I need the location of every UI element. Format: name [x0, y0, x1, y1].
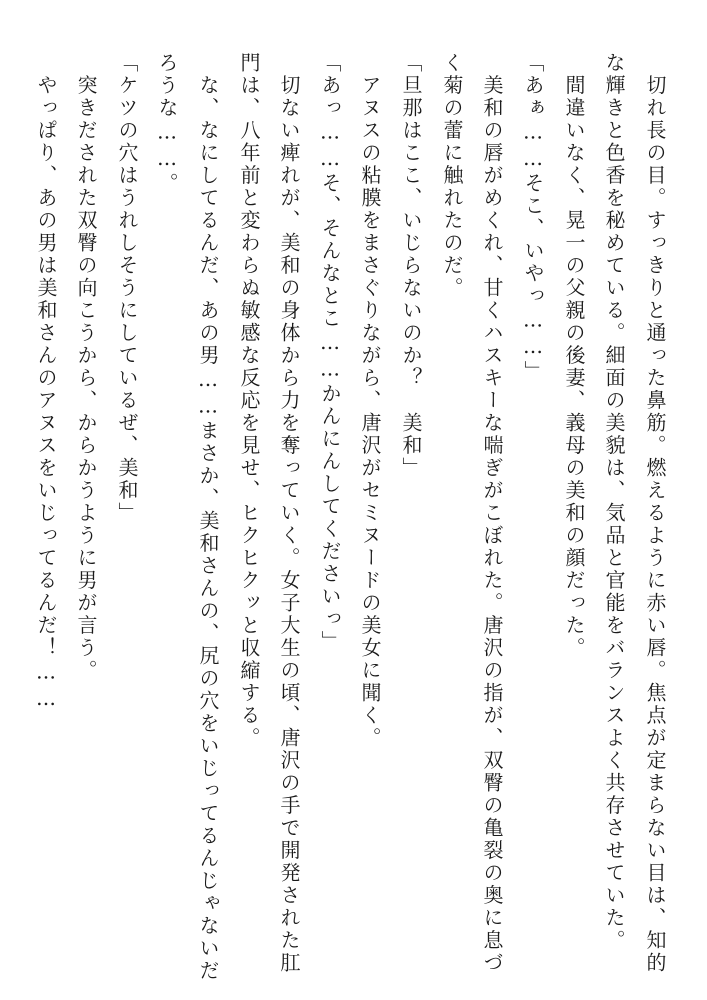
text-column: 門は、八年前と変わらぬ敏感な反応を見せ、ヒクヒクッと収縮する。 [237, 52, 261, 750]
text-column: 美和の唇がめくれ、甘くハスキーな喘ぎがこぼれた。唐沢の指が、双臀の亀裂の奥に息づ [480, 52, 504, 975]
text-column: 「旦那はここ、いじらないのか？ 美和」 [399, 52, 423, 480]
text-column: 突きだされた双臀の向こうから、からかうように男が言う。 [74, 52, 98, 682]
text-column: 切れ長の目。すっきりと通った鼻筋。燃えるように赤い唇。焦点が定まらない目は、知的 [643, 52, 667, 975]
text-column: 「あぁ……そこ、いやっ……」 [521, 52, 545, 383]
text-column: やっぱり、あの男は美和さんのアヌスをいじってるんだ！…… [34, 52, 58, 713]
text-column: ろうな……。 [155, 52, 179, 195]
text-column: く菊の蕾に触れたのだ。 [440, 52, 464, 300]
text-column: アヌスの粘膜をまさぐりながら、唐沢がセミヌードの美女に聞く。 [358, 52, 382, 750]
text-column: な、なにしてるんだ、あの男……まさか、美和さんの、尻の穴をいじってるんじゃないだ [196, 52, 220, 982]
text-column: 間違いなく、晃一の父親の後妻、義母の美和の顔だった。 [562, 52, 586, 660]
text-column: な輝きと色香を秘めている。細面の美貌は、気品と官能をバランスよく共存させていた。 [602, 52, 626, 952]
text-column: 切ない痺れが、美和の身体から力を奪っていく。女子大生の頃、唐沢の手で開発された肛 [277, 52, 301, 975]
text-column: 「ケツの穴はうれしそうにしているぜ、美和」 [115, 52, 139, 525]
text-column: 「あっ……そ、そんなとこ……かんにんしてくださいっ」 [318, 52, 342, 653]
